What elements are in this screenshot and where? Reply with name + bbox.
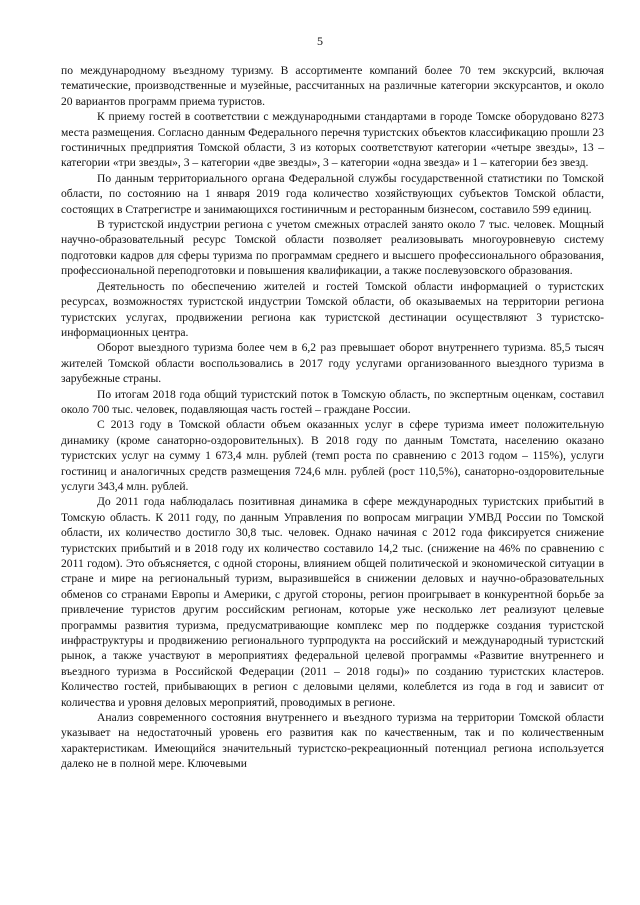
paragraph-international-arrivals: До 2011 года наблюдалась позитивная динамика в сфере международных туристских прибытий в Томскую область. К 2011 году, по данным Управления по вопросам миграции УМВД России по Томской области, их количество достигло 30,8 тыс. человек. Однако начиная с 2012 года фиксируется снижение туристских прибытий и в 2018 году их количество составило 14,2 тыс. (снижение на 46% по сравнению с 2011 годом). Это объясняется, с одной стороны, влиянием общей политической и экономической ситуации в стране и мире на региональный туризм, выразившейся в снижении деловых и научно-образовательных обменов со странами Европы и Америки, с другой стороны, регион проигрывает в конкурентной борьбе за привлечение туристов другим российским регионам, которые уже несколько лет реализуют целевые программы развития туризма, предусматривающие комплекс мер по поддержке создания туристской инфраструктуры и продвижению регионального турпродукта на российский и международный туристский рынок, а также участвуют в мероприятиях федеральной целевой программы «Развитие внутреннего и въездного туризма в Российской Федерации (2011 – 2018 годы)» по созданию туристских кластеров. Количество гостей, прибывающих в регион с деловыми целями, колеблется из года в год и зависит от количества и уровня деловых мероприятий, проводимых в регионе.	[61, 495, 604, 709]
page-number: 5	[317, 34, 323, 48]
paragraph-tour-assortment: по международному въездному туризму. В ассортименте компаний более 70 тем экскурсий, включая тематические, производственные и музейные, рассчитанных на различные категории экскурсантов, и около 20 вариантов программ приема туристов.	[61, 64, 604, 108]
paragraph-analysis: Анализ современного состояния внутреннего и въездного туризма на территории Томской области указывает на недостаточный уровень его развития как по качественным, так и по количественным характеристикам. Имеющийся значительный туристско-рекреационный потенциал региона используется далеко не в полной мере. Ключевыми	[61, 711, 604, 771]
paragraph-outbound-tourism: Оборот выездного туризма более чем в 6,2 раз превышает оборот внутреннего туризма. 85,5 тысяч жителей Томской области воспользовались в 2017 году услугами организованного выездного туризма в зарубежные страны.	[61, 341, 604, 386]
paragraph-information-centers: Деятельность по обеспечению жителей и гостей Томской области информацией о туристских ресурсах, возможностях туристской индустрии Томской области, об оказываемых на территории региона туристских услугах, продвижении региона как туристской дестинации осуществляют 3 туристско-информационных центра.	[61, 279, 604, 339]
paragraph-statistics: По данным территориального органа Федеральной службы государственной статистики по Томской области, по состоянию на 1 января 2019 года количество хозяйствующих субъектов Томской области, состоящих в Статрегистре и занимающихся гостиничным и ресторанным бизнесом, составило 599 единиц.	[61, 171, 604, 216]
paragraph-tourist-flow: По итогам 2018 года общий туристский поток в Томскую область, по экспертным оценкам, составил около 700 тыс. человек, подавляющая часть гостей – граждане России.	[61, 387, 604, 416]
paragraph-services-volume: С 2013 году в Томской области объем оказанных услуг в сфере туризма имеет положительную динамику (кроме санаторно-оздоровительных). В 2018 году по данным Томстата, населению оказано туристских услуг на сумму 1 673,4 млн. рублей (темп роста по сравнению с 2013 годом – 115%), услуги гостиниц и аналогичных средств размещения 724,6 млн. рублей (рост 110,5%), санаторно-оздоровительные услуги 343,4 млн. рублей.	[61, 418, 604, 493]
paragraph-accommodation: К приему гостей в соответствии с международными стандартами в городе Томске оборудовано 8273 места размещения. Согласно данным Федерального перечня туристских объектов классификацию прошли 23 гостиничных предприятия Томской области, 3 из которых соответствуют категории «четыре звезды», 13 – категории «три звезды», 3 – категории «две звезды», 3 – категории «одна звезда» и 1 – категории без звезд.	[61, 110, 604, 170]
document-body	[61, 63, 604, 772]
paragraph-employment: В туристской индустрии региона с учетом смежных отраслей занято около 7 тыс. человек. Мощный научно-образовательный ресурс Томской области позволяет реализовывать многоуровневую систему подготовки кадров для сферы туризма по программам среднего и высшего профессионального образования, профессиональной переподготовки и повышения квалификации, а также послевузовского образования.	[61, 218, 604, 278]
